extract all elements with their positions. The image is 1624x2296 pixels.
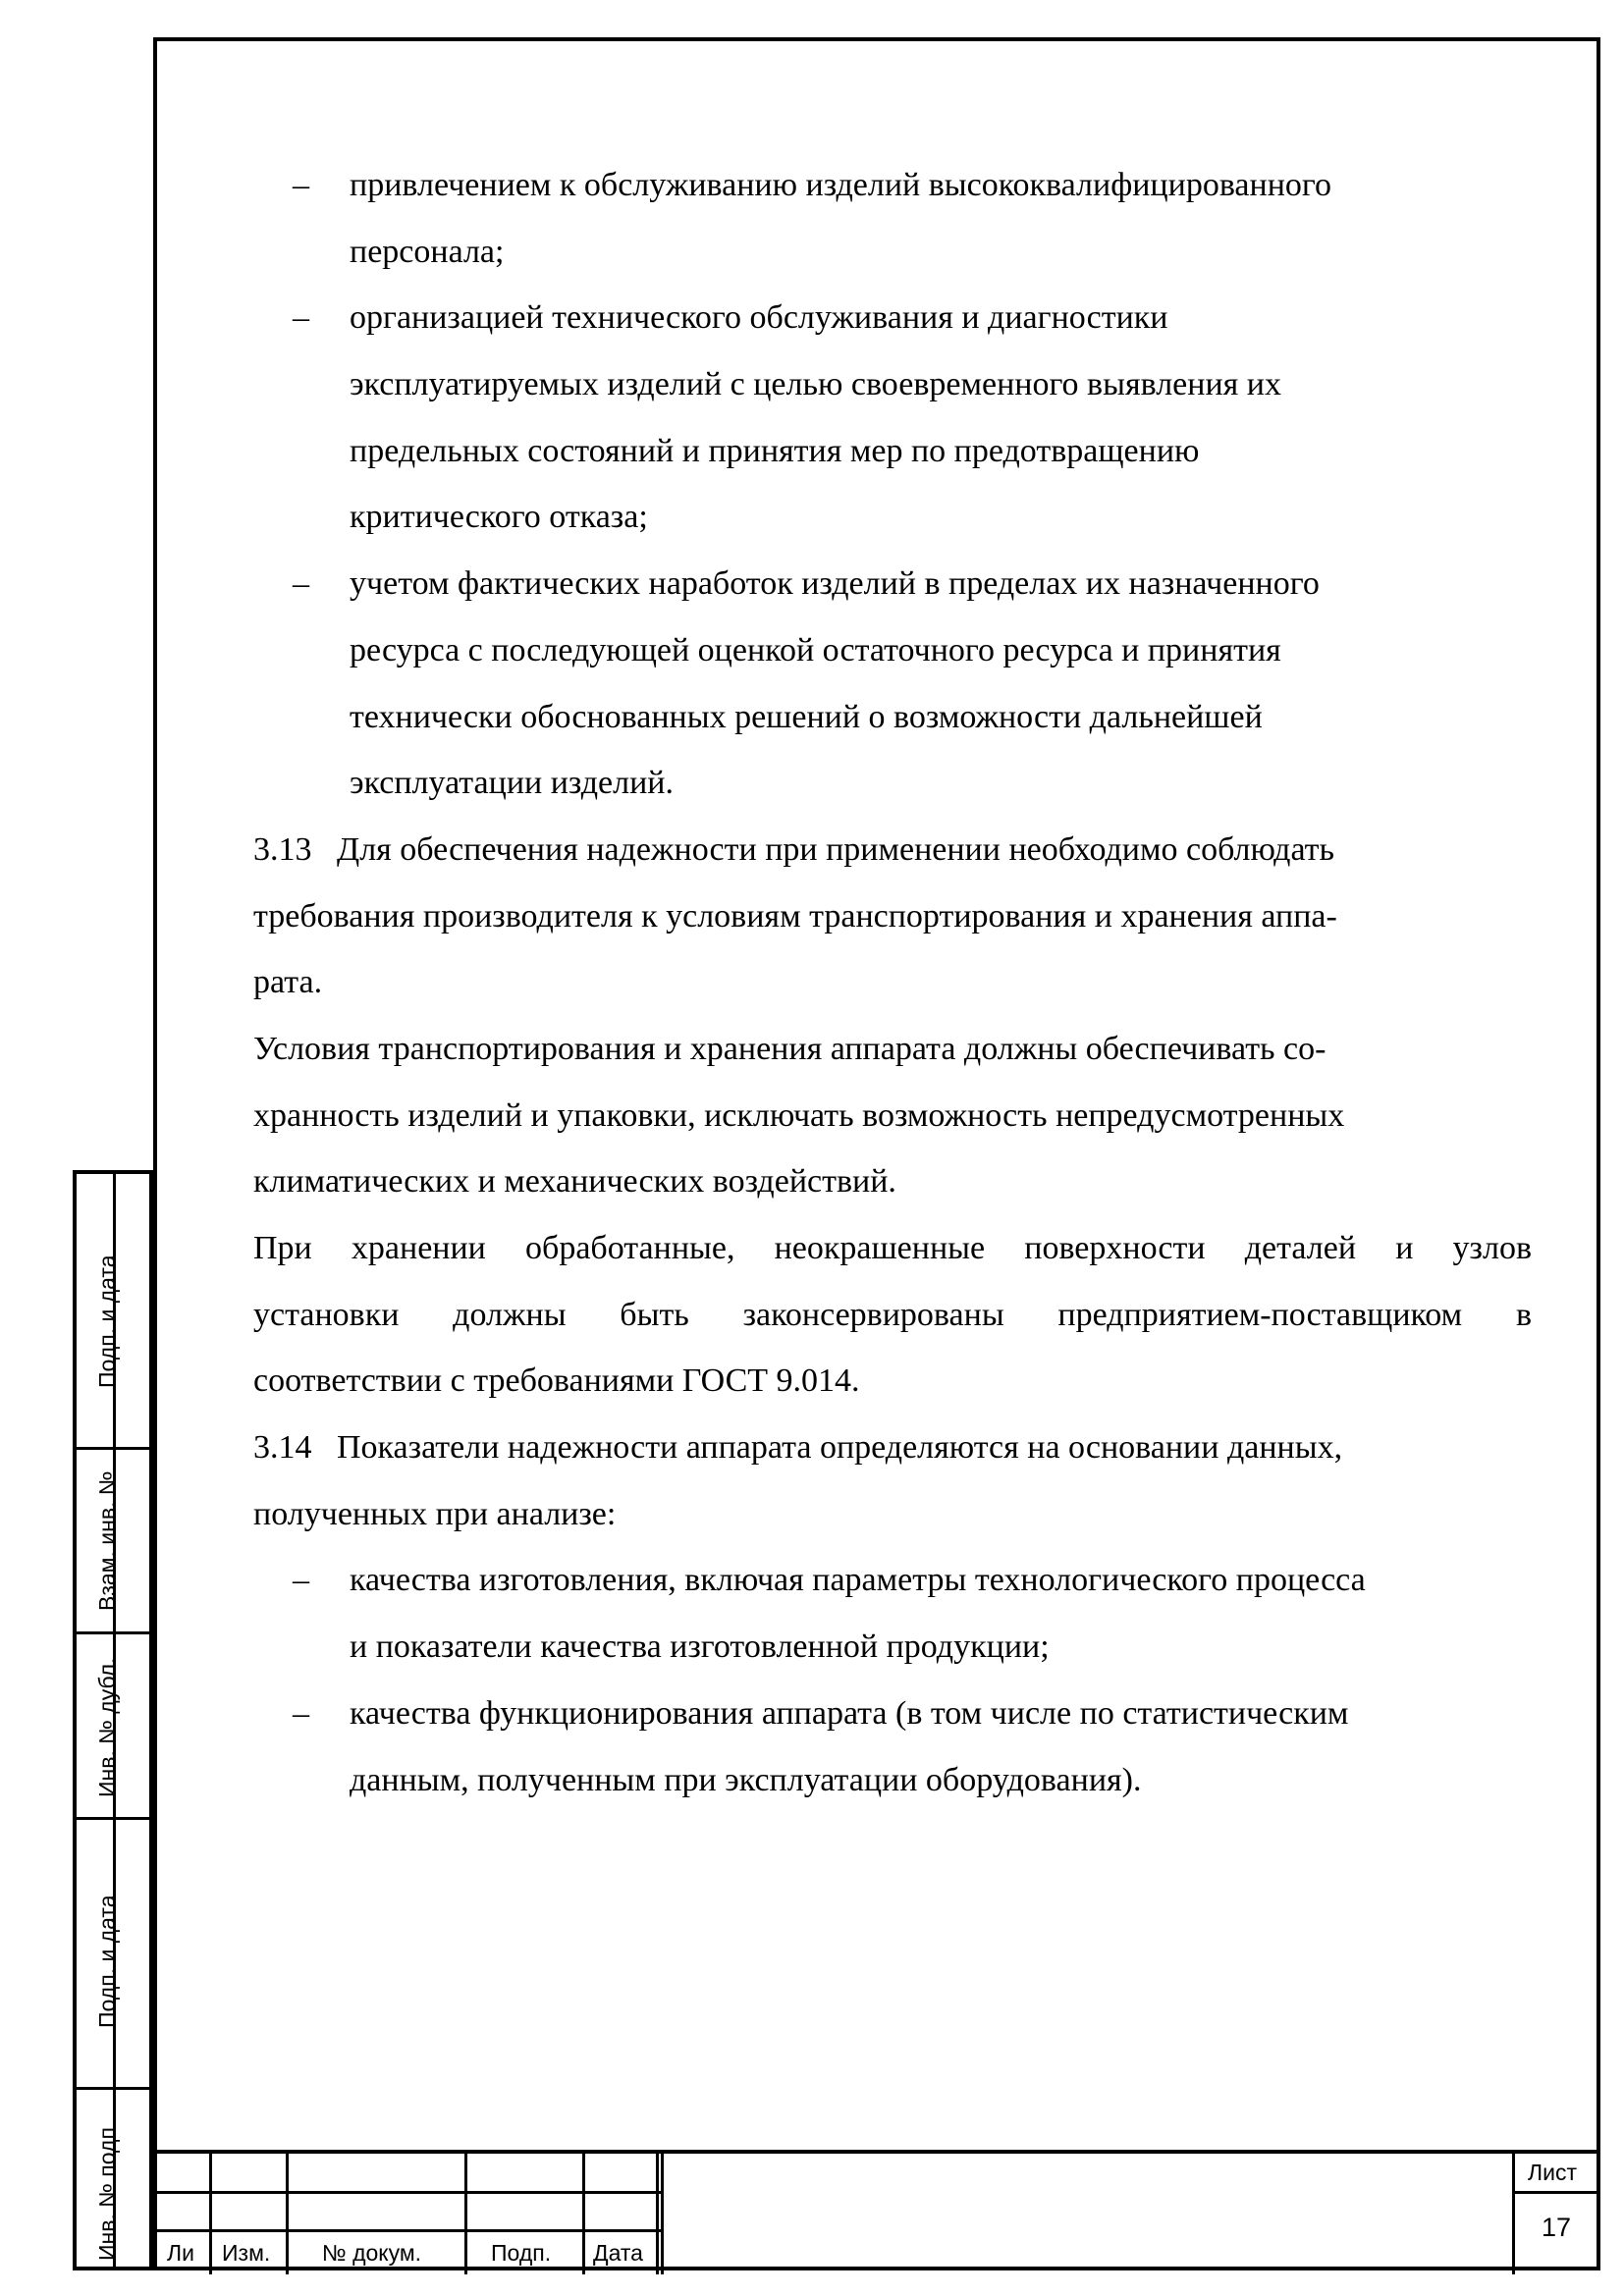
sidebar-label-orig-inv: Инв. № подп [94,2127,120,2261]
bullet-dash: – [293,167,309,203]
stamp-col-doc: № докум. [322,2240,422,2266]
sidebar-label-sign-date-2: Подп. и дата [94,1895,120,2028]
paragraph-3-14: 3.14 Показатели надежности аппарата определяются на основании данных, полученных при анализе: [253,1429,1343,1532]
list-item: – качества функционирования аппарата (в том числе по статистическим [253,1681,1532,1747]
paragraph-conditions: Условия транспортирования и хранения аппарата должны обеспечивать со- хранность изделий и упаковки, исключать возможность непредусмотренных климатических и механических воздействий. [253,1030,1345,1201]
sidebar-label-dup-inv: Инв. № дубл. [94,1657,120,1797]
stamp-col-li: Ли [167,2240,194,2266]
list-item: – учетом фактических наработок изделий в пределах их назначенного [253,551,1532,617]
bullet-dash: – [293,299,309,337]
title-block [153,2150,1600,2270]
list-item: – привлечением к обслуживанию изделий высококвалифицированного [253,152,1532,219]
stamp-col-podp: Подп. [491,2240,552,2266]
sidebar-label-sign-date-1: Подп. и дата [94,1255,120,1388]
bullet-list-2: – качества изготовления, включая параметры технологического процесса и показатели качества изготовленной продукции; – качества функционирования аппарата (в том числе по статистическим данным, полученным при эксплуатации оборудования). [253,1547,1532,1813]
document-body [253,152,1532,1813]
bullet-dash: – [293,565,309,603]
stamp-col-date: Дата [593,2240,643,2266]
bullet-list-1: – привлечением к обслуживанию изделий высококвалифицированного персонала; – организацией технического обслуживания и диагностики эксплуатируемых изделий с целью своевременного выявления их предельных состояний и принятия мер по предотвращению критического отказа; – учетом фактических наработок изделий в пределах их назначенного ресурса с последующей оценкой остаточного ресурса и принятия технически обоснованных решений о возможности дальнейшей эксплуатации изделий. [253,152,1532,817]
bullet-dash: – [293,1694,309,1732]
bullet-dash: – [293,1562,309,1599]
list-item: – качества изготовления, включая параметры технологического процесса [253,1547,1532,1614]
sheet-label: Лист [1528,2160,1577,2185]
sidebar-stamp [73,1170,153,2270]
list-item: – организацией технического обслуживания и диагностики [253,285,1532,351]
paragraph-storage: При хранении обработанные, неокрашенные поверхности деталей и узлов установки должны быть законсервированы предприятием-поставщиком в соответствии с требованиями ГОСТ 9.014. [253,1230,1532,1400]
sidebar-label-replace-inv: Взам. инв. № [94,1470,120,1611]
paragraph-3-13: 3.13 Для обеспечения надежности при применении необходимо соблюдать требования производителя к условиям транспортирования и хранения аппа- рата. [253,830,1337,1001]
stamp-col-izm: Изм. [222,2240,271,2266]
sheet-number: 17 [1542,2213,1572,2242]
